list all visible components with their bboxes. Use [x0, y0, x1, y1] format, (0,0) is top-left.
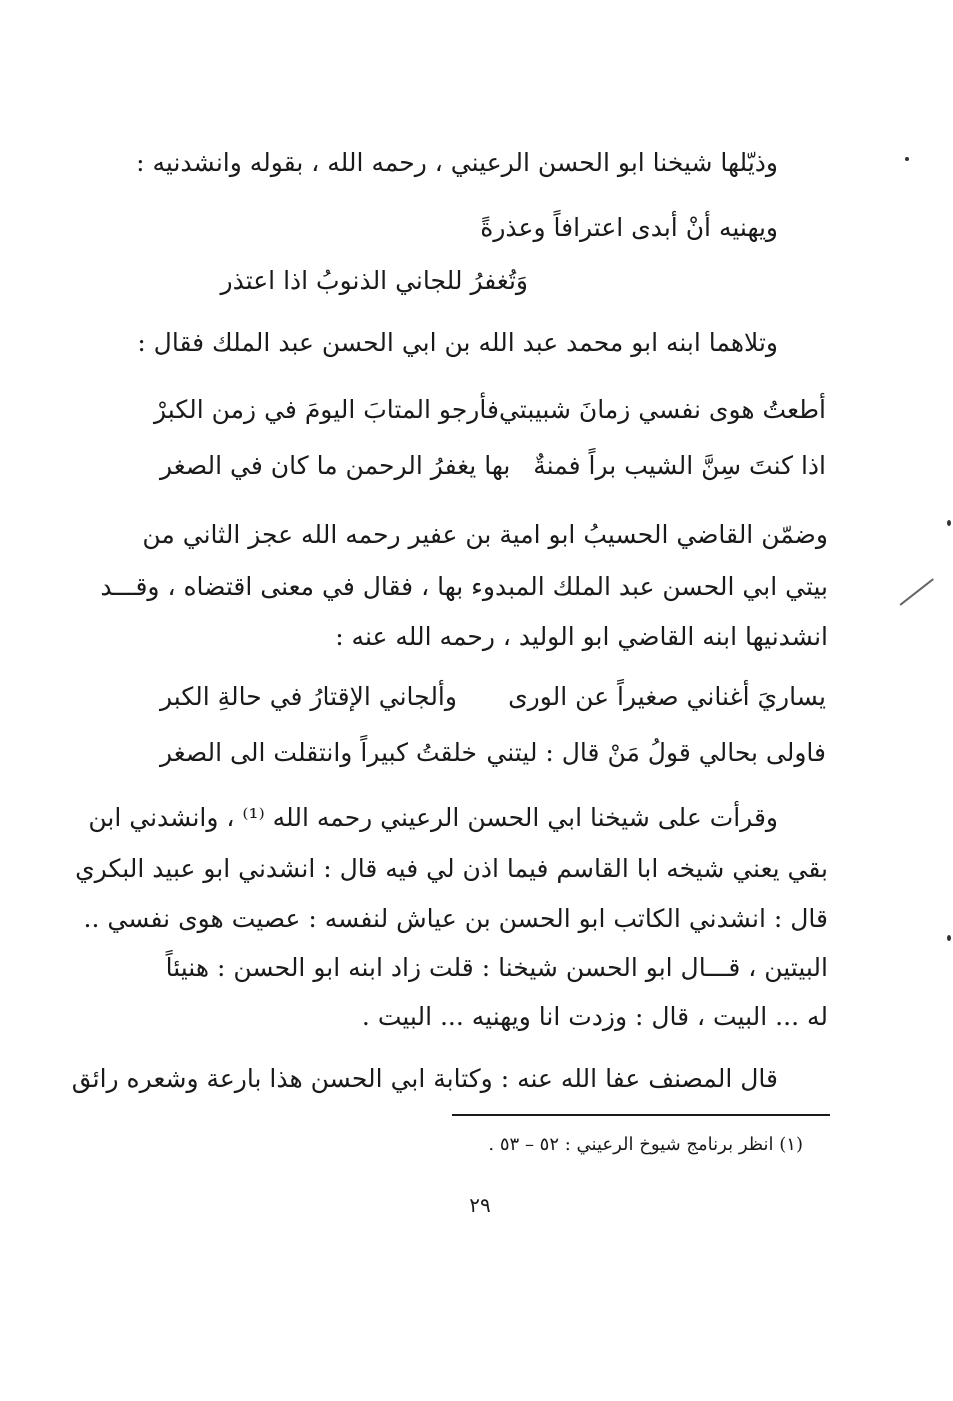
text-line-9: انشدنيها ابنه القاضي ابو الوليد ، رحمه الله عنه : — [335, 622, 828, 651]
margin-dot-top — [905, 157, 909, 161]
verse-3 — [160, 680, 826, 714]
margin-dot-lower — [947, 935, 951, 941]
verse-1-first-hemistich: أطعتُ هوى نفسي زمانَ شبيبتي — [498, 395, 826, 424]
text-line-3: وَتُغفرُ للجاني الذنوبُ اذا اعتذر — [220, 266, 528, 295]
verse-1 — [153, 393, 826, 427]
footnote-rule — [452, 1114, 830, 1116]
text-line-4: وتلاهما ابنه ابو محمد عبد الله بن ابي الحسن عبد الملك فقال : — [137, 328, 778, 357]
page-number: ٢٩ — [469, 1193, 491, 1217]
text-line-1: وذيّلها شيخنا ابو الحسن الرعيني ، رحمه الله ، بقوله وانشدنيه : — [136, 148, 778, 177]
verse-2-first-hemistich: اذا كنتَ سِنَّ الشيب براً فمنةٌ — [533, 451, 826, 480]
text-line-14: قال : انشدني الكاتب ابو الحسن بن عياش لنفسه : عصيت هوى نفسي .. — [83, 904, 828, 933]
verse-3-first-hemistich: يساريَ أغناني صغيراً عن الورى — [508, 682, 826, 711]
footnote: (١) انظر برنامج شيوخ الرعيني : ٥٢ – ٥٣ . — [488, 1134, 803, 1155]
verse-2 — [160, 449, 826, 483]
margin-dot-middle — [947, 520, 951, 526]
verse-4-second-hemistich: خلقتُ كبيراً وانتقلت الى الصغر — [160, 738, 477, 767]
margin-pencil-stroke — [900, 578, 934, 605]
text-line-12: وقرأت على شيخنا ابي الحسن الرعيني رحمه الله ⁽¹⁾ ، وانشدني ابن — [88, 803, 778, 832]
verse-4 — [160, 736, 826, 770]
text-line-7: وضمّن القاضي الحسيبُ ابو امية بن عفير رحمه الله عجز الثاني من — [142, 520, 828, 549]
verse-4-first-hemistich: فاولى بحالي قولُ مَنْ قال : ليتني — [486, 738, 826, 767]
verse-3-second-hemistich: وألجاني الإقتارُ في حالةِ الكبر — [160, 682, 457, 711]
text-line-2: ويهنيه أنْ أبدى اعترافاً وعذرةً — [480, 213, 778, 242]
verse-2-second-hemistich: بها يغفرُ الرحمن ما كان في الصغر — [160, 451, 511, 480]
text-line-16: له ... البيت ، قال : وزدت انا ويهنيه ... البيت . — [361, 1002, 828, 1031]
text-line-8: بيتي ابي الحسن عبد الملك المبدوء بها ، فقال في معنى اقتضاه ، وقـــد — [100, 572, 828, 601]
text-line-13: بقي يعني شيخه ابا القاسم فيما اذن لي فيه قال : انشدني ابو عبيد البكري — [75, 854, 828, 883]
text-line-15: البيتين ، قـــال ابو الحسن شيخنا : قلت زاد ابنه ابو الحسن : هنيئاً — [165, 953, 828, 982]
text-line-17: قال المصنف عفا الله عنه : وكتابة ابي الحسن هذا بارعة وشعره رائق — [71, 1064, 778, 1093]
verse-1-second-hemistich: فأرجو المتابَ اليومَ في زمن الكبرْ — [153, 395, 499, 424]
